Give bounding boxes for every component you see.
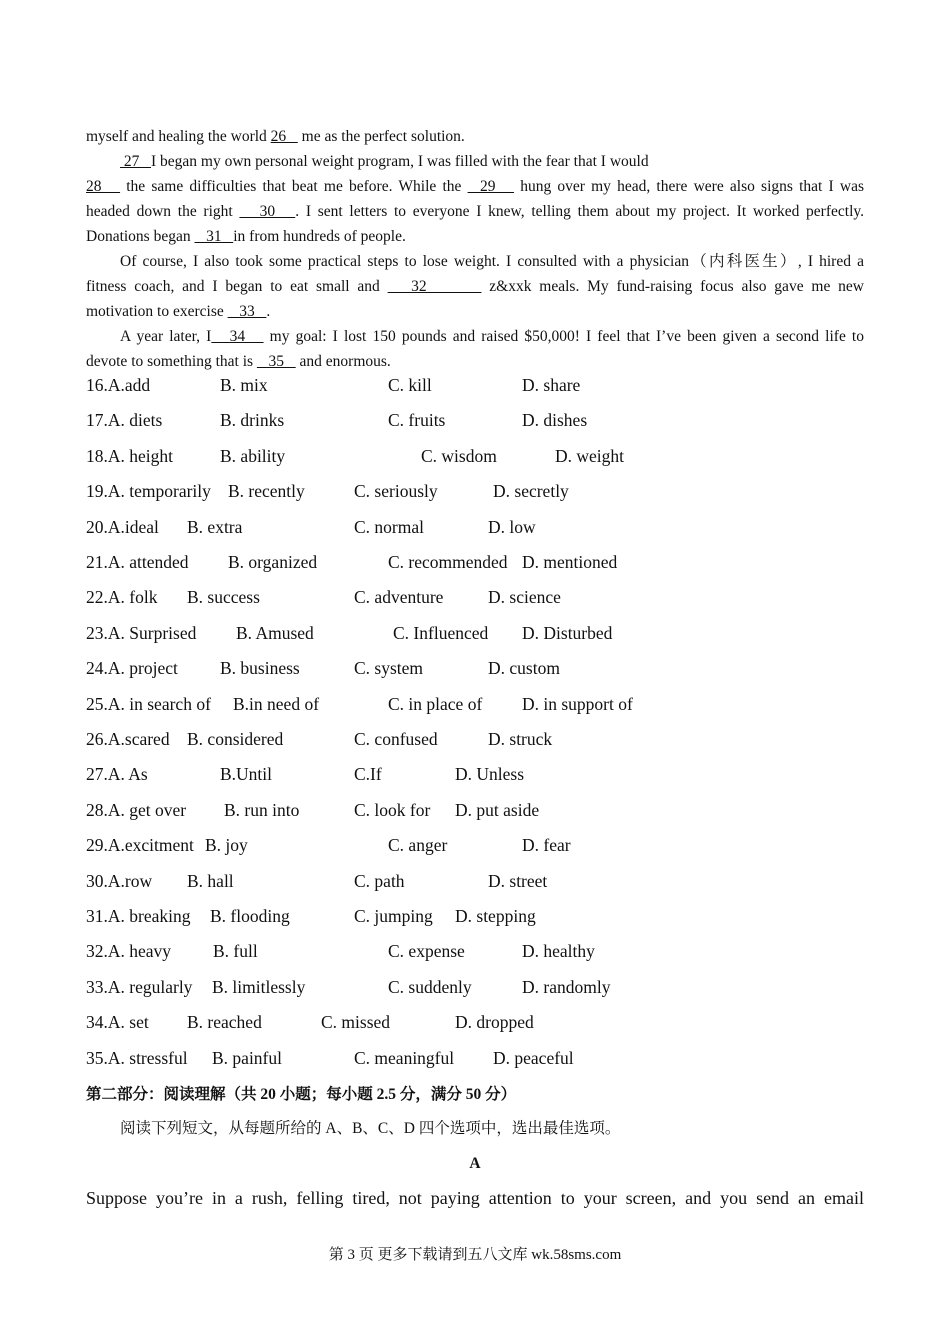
option-35-d: D. peaceful bbox=[493, 1048, 574, 1068]
option-35-a: 35.A. stressful bbox=[86, 1048, 188, 1068]
option-28-d: D. put aside bbox=[455, 800, 540, 820]
option-19-b: B. recently bbox=[228, 481, 305, 501]
option-24-d: D. custom bbox=[488, 658, 560, 678]
option-33-b: B. limitlessly bbox=[212, 977, 306, 997]
option-30-c: C. path bbox=[354, 871, 405, 891]
passage-line-3: 28 the same difficulties that beat me before. While the 29 hung over my head, there were also signs that I was bbox=[86, 178, 864, 195]
blank-26: 26 bbox=[270, 128, 298, 145]
option-22-b: B. success bbox=[187, 587, 260, 607]
passage-line-9: A year later, I 34 my goal: I lost 150 pounds and raised $50,000! I feel that I’ve been given a second life to bbox=[120, 328, 864, 345]
option-29-c: C. anger bbox=[388, 835, 448, 855]
blank-27: 27 bbox=[120, 153, 151, 170]
blank-32: 32 bbox=[387, 278, 482, 295]
option-26-d: D. struck bbox=[488, 729, 553, 749]
option-26-a: 26.A.scared bbox=[86, 729, 170, 749]
option-32-b: B. full bbox=[213, 941, 258, 961]
option-28-b: B. run into bbox=[224, 800, 300, 820]
section-heading: 第二部分：阅读理解（共 20 小题；每小题 2.5 分，满分 50 分） bbox=[86, 1086, 517, 1103]
option-25-c: C. in place of bbox=[388, 694, 483, 714]
option-16-d: D. share bbox=[522, 375, 581, 395]
option-16-a: 16.A.add bbox=[86, 375, 151, 395]
blank-30: 30 bbox=[239, 203, 296, 220]
option-33-d: D. randomly bbox=[522, 977, 611, 997]
option-30-d: D. street bbox=[488, 871, 548, 891]
option-21-b: B. organized bbox=[228, 552, 318, 572]
option-27-d: D. Unless bbox=[455, 764, 525, 784]
passage-line-1: myself and healing the world 26 me as the perfect solution. bbox=[86, 128, 465, 145]
option-29-d: D. fear bbox=[522, 835, 571, 855]
option-24-b: B. business bbox=[220, 658, 300, 678]
option-22-d: D. science bbox=[488, 587, 561, 607]
option-34-a: 34.A. set bbox=[86, 1012, 149, 1032]
passage-line-4: headed down the right 30 . I sent letters to everyone I knew, telling them about my project. It worked perfectly. bbox=[86, 203, 864, 220]
option-19-c: C. seriously bbox=[354, 481, 438, 501]
blank-34: 34 bbox=[211, 328, 264, 345]
page-footer: 第 3 页 更多下载请到五八文库 wk.58sms.com bbox=[328, 1247, 622, 1263]
option-28-a: 28.A. get over bbox=[86, 800, 187, 820]
option-21-a: 21.A. attended bbox=[86, 552, 189, 572]
option-16-c: C. kill bbox=[388, 375, 432, 395]
option-17-b: B. drinks bbox=[220, 410, 285, 430]
passage-line-6: Of course, I also took some practical steps to lose weight. I consulted with a physician（内科医生）, I hired a bbox=[120, 253, 864, 270]
passage-label: A bbox=[469, 1155, 481, 1172]
option-23-a: 23.A. Surprised bbox=[86, 623, 197, 643]
option-34-d: D. dropped bbox=[455, 1012, 534, 1032]
option-30-a: 30.A.row bbox=[86, 871, 153, 891]
blank-35: 35 bbox=[256, 353, 296, 370]
option-31-c: C. jumping bbox=[354, 906, 433, 926]
option-29-b: B. joy bbox=[205, 835, 248, 855]
option-33-a: 33.A. regularly bbox=[86, 977, 193, 997]
option-34-c: C. missed bbox=[321, 1012, 391, 1032]
blank-28: 28 bbox=[86, 178, 121, 195]
option-23-b: B. Amused bbox=[236, 623, 314, 643]
option-29-a: 29.A.excitment bbox=[86, 835, 194, 855]
option-20-a: 20.A.ideal bbox=[86, 517, 159, 537]
option-31-b: B. flooding bbox=[210, 906, 290, 926]
option-18-b: B. ability bbox=[220, 446, 286, 466]
passage-line-5: Donations began 31 in from hundreds of people. bbox=[86, 228, 406, 245]
option-23-c: C. Influenced bbox=[393, 623, 489, 643]
blank-31: 31 bbox=[194, 228, 234, 245]
option-20-c: C. normal bbox=[354, 517, 424, 537]
option-28-c: C. look for bbox=[354, 800, 431, 820]
option-27-c: C.If bbox=[354, 764, 382, 784]
option-22-a: 22.A. folk bbox=[86, 587, 158, 607]
option-32-c: C. expense bbox=[388, 941, 465, 961]
option-33-c: C. suddenly bbox=[388, 977, 472, 997]
blank-29: 29 bbox=[467, 178, 515, 195]
option-23-d: D. Disturbed bbox=[522, 623, 613, 643]
passage-line-10: devote to something that is 35 and enormous. bbox=[86, 353, 391, 370]
option-30-b: B. hall bbox=[187, 871, 234, 891]
option-17-c: C. fruits bbox=[388, 410, 446, 430]
option-25-a: 25.A. in search of bbox=[86, 694, 211, 714]
option-32-d: D. healthy bbox=[522, 941, 595, 961]
option-27-b: B.Until bbox=[220, 764, 273, 784]
option-24-a: 24.A. project bbox=[86, 658, 178, 678]
passage-line-8: motivation to exercise 33 . bbox=[86, 303, 271, 320]
option-18-d: D. weight bbox=[555, 446, 625, 466]
option-22-c: C. adventure bbox=[354, 587, 444, 607]
option-20-d: D. low bbox=[488, 517, 536, 537]
option-35-c: C. meaningful bbox=[354, 1048, 455, 1068]
option-21-d: D. mentioned bbox=[522, 552, 618, 572]
option-18-a: 18.A. height bbox=[86, 446, 174, 466]
reading-passage-first-line: Suppose you’re in a rush, felling tired, not paying attention to your screen, and you send an email bbox=[86, 1188, 864, 1208]
passage-line-7: fitness coach, and I began to eat small and 32 z&xxk meals. My fund-raising focus also gave me new bbox=[86, 278, 864, 295]
option-24-c: C. system bbox=[354, 658, 424, 678]
option-26-c: C. confused bbox=[354, 729, 438, 749]
section-instruction: 阅读下列短文，从每题所给的 A、B、C、D 四个选项中，选出最佳选项。 bbox=[120, 1120, 621, 1137]
passage-line-2: 27 I began my own personal weight program, I was filled with the fear that I would bbox=[120, 153, 649, 170]
option-17-d: D. dishes bbox=[522, 410, 588, 430]
option-25-d: D. in support of bbox=[522, 694, 633, 714]
option-16-b: B. mix bbox=[220, 375, 268, 395]
option-20-b: B. extra bbox=[187, 517, 243, 537]
option-19-a: 19.A. temporarily bbox=[86, 481, 211, 501]
blank-33: 33 bbox=[227, 303, 267, 320]
option-32-a: 32.A. heavy bbox=[86, 941, 172, 961]
option-27-a: 27.A. As bbox=[86, 764, 148, 784]
option-34-b: B. reached bbox=[187, 1012, 262, 1032]
option-25-b: B.in need of bbox=[233, 694, 320, 714]
option-35-b: B. painful bbox=[212, 1048, 282, 1068]
option-17-a: 17.A. diets bbox=[86, 410, 163, 430]
option-31-d: D. stepping bbox=[455, 906, 536, 926]
option-21-c: C. recommended bbox=[388, 552, 508, 572]
option-31-a: 31.A. breaking bbox=[86, 906, 191, 926]
option-26-b: B. considered bbox=[187, 729, 284, 749]
option-19-d: D. secretly bbox=[493, 481, 569, 501]
option-18-c: C. wisdom bbox=[421, 446, 497, 466]
